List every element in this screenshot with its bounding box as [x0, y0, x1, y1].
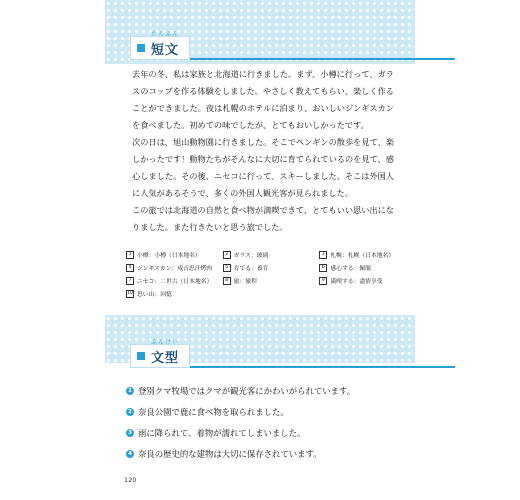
section-title-ruby: ぶんけい [151, 338, 180, 346]
section-title-ruby: たんぶん [151, 30, 180, 38]
vocab-number: 3 [319, 251, 327, 259]
pattern-item [126, 443, 416, 464]
vocab-item: 10 思い出：回憶 [127, 290, 172, 298]
vocab-item: 4 ジンギスカン：成吉思汗烤肉 [126, 263, 223, 272]
square-bullet-icon [137, 44, 145, 52]
vocab-number: 7 [126, 277, 134, 285]
vocab-row [126, 287, 416, 300]
page-number: 120 [124, 476, 137, 484]
paragraph-3: この旅では北海道の自然と食べ物が満喫できて、とてもいい思い出になりました。また行きたいと思う旅でした。 [132, 205, 394, 232]
section-title: たんぶん 短文 [151, 30, 180, 58]
vocab-item: 1 小樽：小樽（日本地名） [126, 250, 223, 259]
pattern-text: 奈良の歴史的な建物は大切に保存されています。 [138, 448, 322, 459]
vocab-number: 4 [126, 264, 134, 272]
vocab-item: 9 満喫する：盡情享受 [319, 276, 416, 285]
number-circle-icon: 3 [126, 429, 134, 437]
short-text-body [132, 66, 394, 236]
vocab-row [126, 274, 416, 287]
vocab-number: 8 [223, 277, 231, 285]
vocab-number: 2 [223, 251, 231, 259]
number-circle-icon: 2 [126, 408, 134, 416]
vocab-number: 5 [223, 264, 231, 272]
pattern-text: 雨に降られて、着物が濡れてしまいました。 [138, 427, 306, 438]
vocab-item: 3 札幌：札幌（日本地名） [319, 250, 416, 259]
pattern-text: 登別クマ牧場ではクマが観光客にかわいがられています。 [138, 385, 356, 396]
vocab-number: 1 [126, 251, 134, 259]
vocab-item: 6 感心する：佩服 [319, 263, 416, 272]
pattern-item [126, 422, 416, 443]
vocabulary-list [126, 248, 416, 300]
section-label [130, 338, 190, 368]
section-heading-pattern [130, 338, 455, 368]
section-underline [190, 58, 455, 60]
paragraph-1: 去年の冬、私は家族と北海道に行きました。まず、小樽に行って、ガラスのコップを作る体験をしました。やさしく教えてもらい、楽しく作ることができました。夜は札幌のホテルに泊まり、おいしいジンギスカンを食べました。初めての味でしたが、とてもおいしかったです。 [132, 69, 394, 130]
vocab-row [126, 261, 416, 274]
section-label [130, 30, 190, 60]
section-underline [190, 366, 455, 368]
vocab-row [126, 248, 416, 261]
number-circle-icon: 1 [126, 387, 134, 395]
vocab-number: 6 [319, 264, 327, 272]
number-circle-icon: 4 [126, 450, 134, 458]
pattern-item [126, 380, 416, 401]
pattern-sentences [126, 380, 416, 464]
pattern-item [126, 401, 416, 422]
vocab-number: 9 [319, 277, 327, 285]
section-title: ぶんけい 文型 [151, 338, 180, 366]
vocab-item: 7 ニセコ：二世古（日本地名） [126, 276, 223, 285]
vocab-item: 2 ガラス：玻璃 [223, 250, 320, 259]
pattern-text: 奈良公園で鹿に食べ物を取られました。 [138, 406, 289, 417]
section-heading-short-text [130, 30, 455, 60]
paragraph-2: 次の日は、旭山動物園に行きました。そこでペンギンの散歩を見て、楽しかったです！動物たちがそんなに大切に育てられているのを見て、感心しました。その後、ニセコに行って、スキーしました。そこは外国人に人気があるそうで、多くの外国人観光客が見られました。 [132, 137, 394, 198]
square-bullet-icon [137, 352, 145, 360]
vocab-number: 10 [127, 290, 133, 296]
vocab-item: 5 育てる：養育 [223, 263, 320, 272]
vocab-item: 8 旅：旅程 [223, 276, 320, 285]
